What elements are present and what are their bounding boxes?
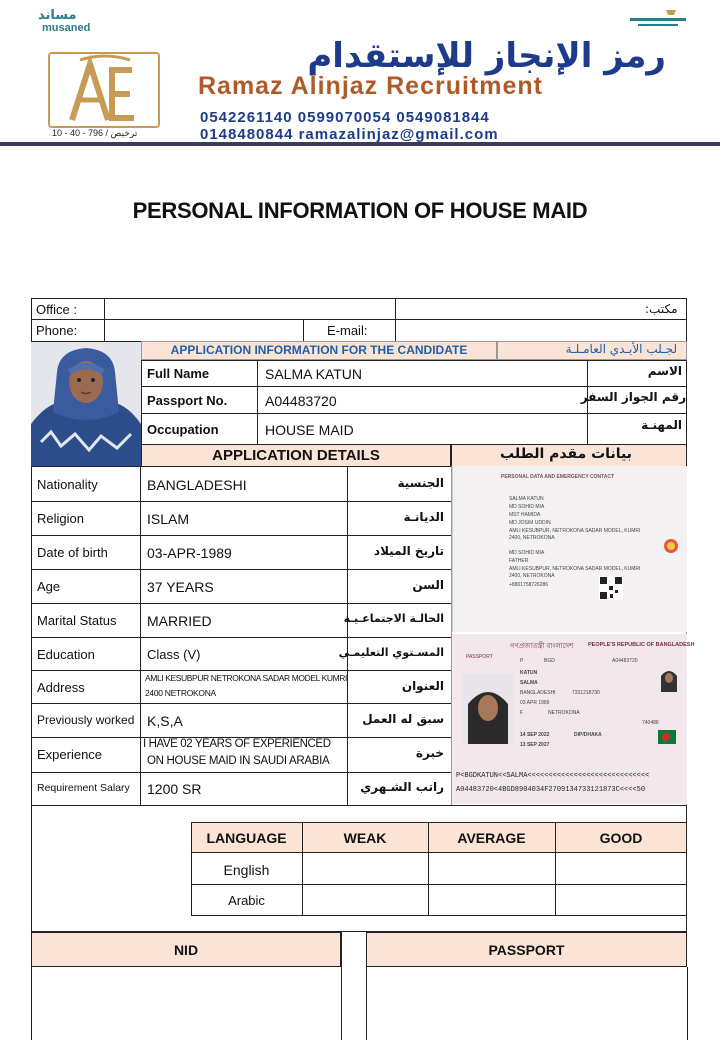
scan-father: MD SOHID MIA bbox=[509, 504, 545, 510]
age-label: Age bbox=[37, 579, 61, 594]
previously-worked-label-ar: سبق له العمل bbox=[362, 712, 444, 726]
scan-expiry: 13 SEP 2027 bbox=[520, 742, 550, 748]
qr-code-icon bbox=[599, 576, 623, 600]
email-label: E-mail: bbox=[327, 323, 368, 338]
emergency-title: PERSONAL DATA AND EMERGENCY CONTACT bbox=[501, 474, 615, 480]
scan-given: SALMA bbox=[520, 680, 538, 686]
company-name-en: Ramaz Alinjaz Recruitment bbox=[198, 72, 543, 100]
full-name-value: SALMA KATUN bbox=[265, 366, 362, 382]
experience-label-ar: خبرة bbox=[415, 746, 444, 760]
scan-prev-no: 740488 bbox=[642, 720, 659, 726]
passport-photo bbox=[462, 674, 514, 744]
dob-label: Date of birth bbox=[37, 545, 108, 560]
age-value: 37 YEARS bbox=[147, 579, 214, 595]
scan-country-bn: গণপ্রজাতন্ত্রী বাংলাদেশ bbox=[510, 643, 574, 650]
scan-phone: +8801758726286 bbox=[509, 582, 549, 588]
application-info-label: APPLICATION INFORMATION FOR THE CANDIDATE bbox=[170, 343, 468, 357]
phone-numbers: 0542261140 0599070054 0549081844 bbox=[200, 109, 490, 126]
office-label: Office : bbox=[36, 302, 77, 317]
passport-no-label-ar: رقم الجواز السفر bbox=[580, 390, 686, 404]
address-value-line1: AMLI KESUBPUR NETROKONA SADAR MODEL KUMRI bbox=[145, 673, 347, 683]
scan-surname: KATUN bbox=[520, 670, 538, 676]
marital-status-label-ar: الحالـة الاجتماعـيـة bbox=[343, 612, 444, 625]
passport-photo-small bbox=[658, 664, 680, 692]
age-label-ar: السن bbox=[412, 578, 444, 592]
education-value: Class (V) bbox=[147, 647, 201, 662]
office-row bbox=[31, 298, 687, 320]
scan-country: PEOPLE'S REPUBLIC OF BANGLADESH bbox=[588, 642, 695, 648]
passport-no-label: Passport No. bbox=[147, 393, 228, 408]
company-name-ar: رمز الإنجاز للإستقدام bbox=[307, 36, 666, 76]
language-row-arabic: Arabic bbox=[228, 893, 265, 908]
scan-issue: 14 SEP 2022 bbox=[520, 732, 550, 738]
page-title: PERSONAL INFORMATION OF HOUSE MAID bbox=[132, 198, 588, 223]
occupation-value: HOUSE MAID bbox=[265, 422, 354, 438]
address-label-ar: العنوان bbox=[401, 679, 444, 693]
license-number: 10 - 40 - 796 / ترخيص bbox=[52, 128, 138, 138]
dob-value: 03-APR-1989 bbox=[147, 545, 232, 561]
previously-worked-label: Previously worked bbox=[37, 713, 135, 727]
candidate-photo bbox=[31, 342, 141, 466]
musaned-logo-ar: مساند bbox=[38, 8, 77, 23]
scan-address-2: 2400, NETROKONA bbox=[509, 535, 555, 541]
details-header-label: APPLICATION DETAILS bbox=[212, 447, 380, 464]
scan-contact-address: AMLI KESUBPUR, NETROKONA SADAR MODEL, KUMRI bbox=[509, 566, 641, 572]
occupation-label: Occupation bbox=[147, 422, 219, 437]
scan-address: AMLI KESUBPUR, NETROKONA SADAR MODEL, KUMRI bbox=[509, 528, 641, 534]
mrz-line-1: P<BGDKATUN<<SALMA<<<<<<<<<<<<<<<<<<<<<<<<<<<<< bbox=[456, 772, 650, 780]
passport-no-value: A04483720 bbox=[265, 393, 337, 409]
address-value-line2: 2400 NETROKONA bbox=[145, 688, 216, 698]
religion-label: Religion bbox=[37, 511, 84, 526]
scan-personal-no: 7331218730 bbox=[572, 690, 600, 696]
address-label: Address bbox=[37, 680, 85, 695]
religion-value: ISLAM bbox=[147, 511, 190, 527]
scan-doc-label: PASSPORT bbox=[466, 654, 493, 660]
occupation-label-ar: المهنـة bbox=[641, 418, 682, 432]
details-header-label-ar: بيانات مقدم الطلب bbox=[500, 446, 632, 462]
office-label-ar: مكتب: bbox=[645, 302, 678, 316]
marital-status-label: Marital Status bbox=[37, 613, 117, 628]
scan-contact-address-2: 2400, NETROKONA bbox=[509, 573, 555, 579]
passport-label: PASSPORT bbox=[488, 942, 565, 958]
nationality-label-ar: الجنسية bbox=[397, 476, 444, 490]
musaned-logo-en: musaned bbox=[42, 22, 91, 34]
language-col-header: LANGUAGE bbox=[206, 830, 287, 846]
application-info-label-ar: لجـلب الأيـدي العامـلـة bbox=[565, 342, 677, 356]
scan-authority: DIP/DHAKA bbox=[574, 732, 602, 738]
average-col-header: AVERAGE bbox=[457, 830, 526, 846]
scan-nationality: BANGLADESHI bbox=[520, 690, 556, 696]
previously-worked-value: K,S,A bbox=[147, 713, 183, 729]
full-name-label-ar: الاسم bbox=[647, 364, 682, 378]
scan-type: P bbox=[520, 658, 524, 664]
phone-label: Phone: bbox=[36, 323, 78, 338]
scan-contact-name: MD SOHID MIA bbox=[509, 550, 545, 556]
full-name-label: Full Name bbox=[147, 366, 210, 381]
ministry-logo-icon bbox=[628, 6, 688, 32]
scan-sex: F bbox=[520, 710, 524, 716]
scan-birth-place: NETROKONA bbox=[548, 710, 580, 716]
company-logo-emblem-icon bbox=[60, 50, 150, 130]
scan-number: A04483720 bbox=[612, 658, 638, 664]
language-row-english: English bbox=[223, 862, 270, 878]
experience-value-line1: I HAVE 02 YEARS OF EXPERIENCED bbox=[143, 738, 331, 750]
scan-name: SALMA KATUN bbox=[509, 496, 544, 502]
emblem-icon bbox=[663, 538, 679, 554]
scan-spouse: MD JOSIM UDDIN bbox=[509, 520, 551, 526]
scan-mother: MST HAMIDA bbox=[509, 512, 541, 518]
experience-label: Experience bbox=[37, 747, 103, 762]
passport-data-page bbox=[452, 466, 687, 632]
experience-value-line2: ON HOUSE MAID IN SAUDI ARABIA bbox=[147, 755, 330, 767]
scan-dob: 03 APR 1989 bbox=[520, 700, 550, 706]
weak-col-header: WEAK bbox=[343, 830, 387, 846]
nationality-value: BANGLADESHI bbox=[147, 477, 247, 493]
email-and-landline: 0148480844 ramazalinjaz@gmail.com bbox=[200, 126, 499, 143]
salary-label: Requirement Salary bbox=[37, 782, 130, 794]
nid-label: NID bbox=[173, 942, 199, 958]
education-label-ar: المسـتوي التعليمـي bbox=[338, 646, 444, 659]
passport-bio-page bbox=[452, 634, 695, 804]
nationality-label: Nationality bbox=[37, 477, 98, 492]
marital-status-value: MARRIED bbox=[147, 613, 212, 629]
religion-label-ar: الديانـة bbox=[403, 510, 444, 524]
dob-label-ar: تاريخ الميلاد bbox=[373, 544, 444, 558]
education-label: Education bbox=[37, 647, 95, 662]
salary-value: 1200 SR bbox=[147, 781, 202, 797]
salary-label-ar: راتب الشـهري bbox=[360, 780, 444, 794]
scan-relationship: FATHER bbox=[509, 558, 529, 564]
mrz-line-2: A04483720<4BGD8904034F2709134733121873C<<<<50 bbox=[456, 786, 646, 794]
scan-code: BGD bbox=[544, 658, 555, 664]
good-col-header: GOOD bbox=[599, 830, 643, 846]
flag-icon bbox=[658, 730, 676, 744]
